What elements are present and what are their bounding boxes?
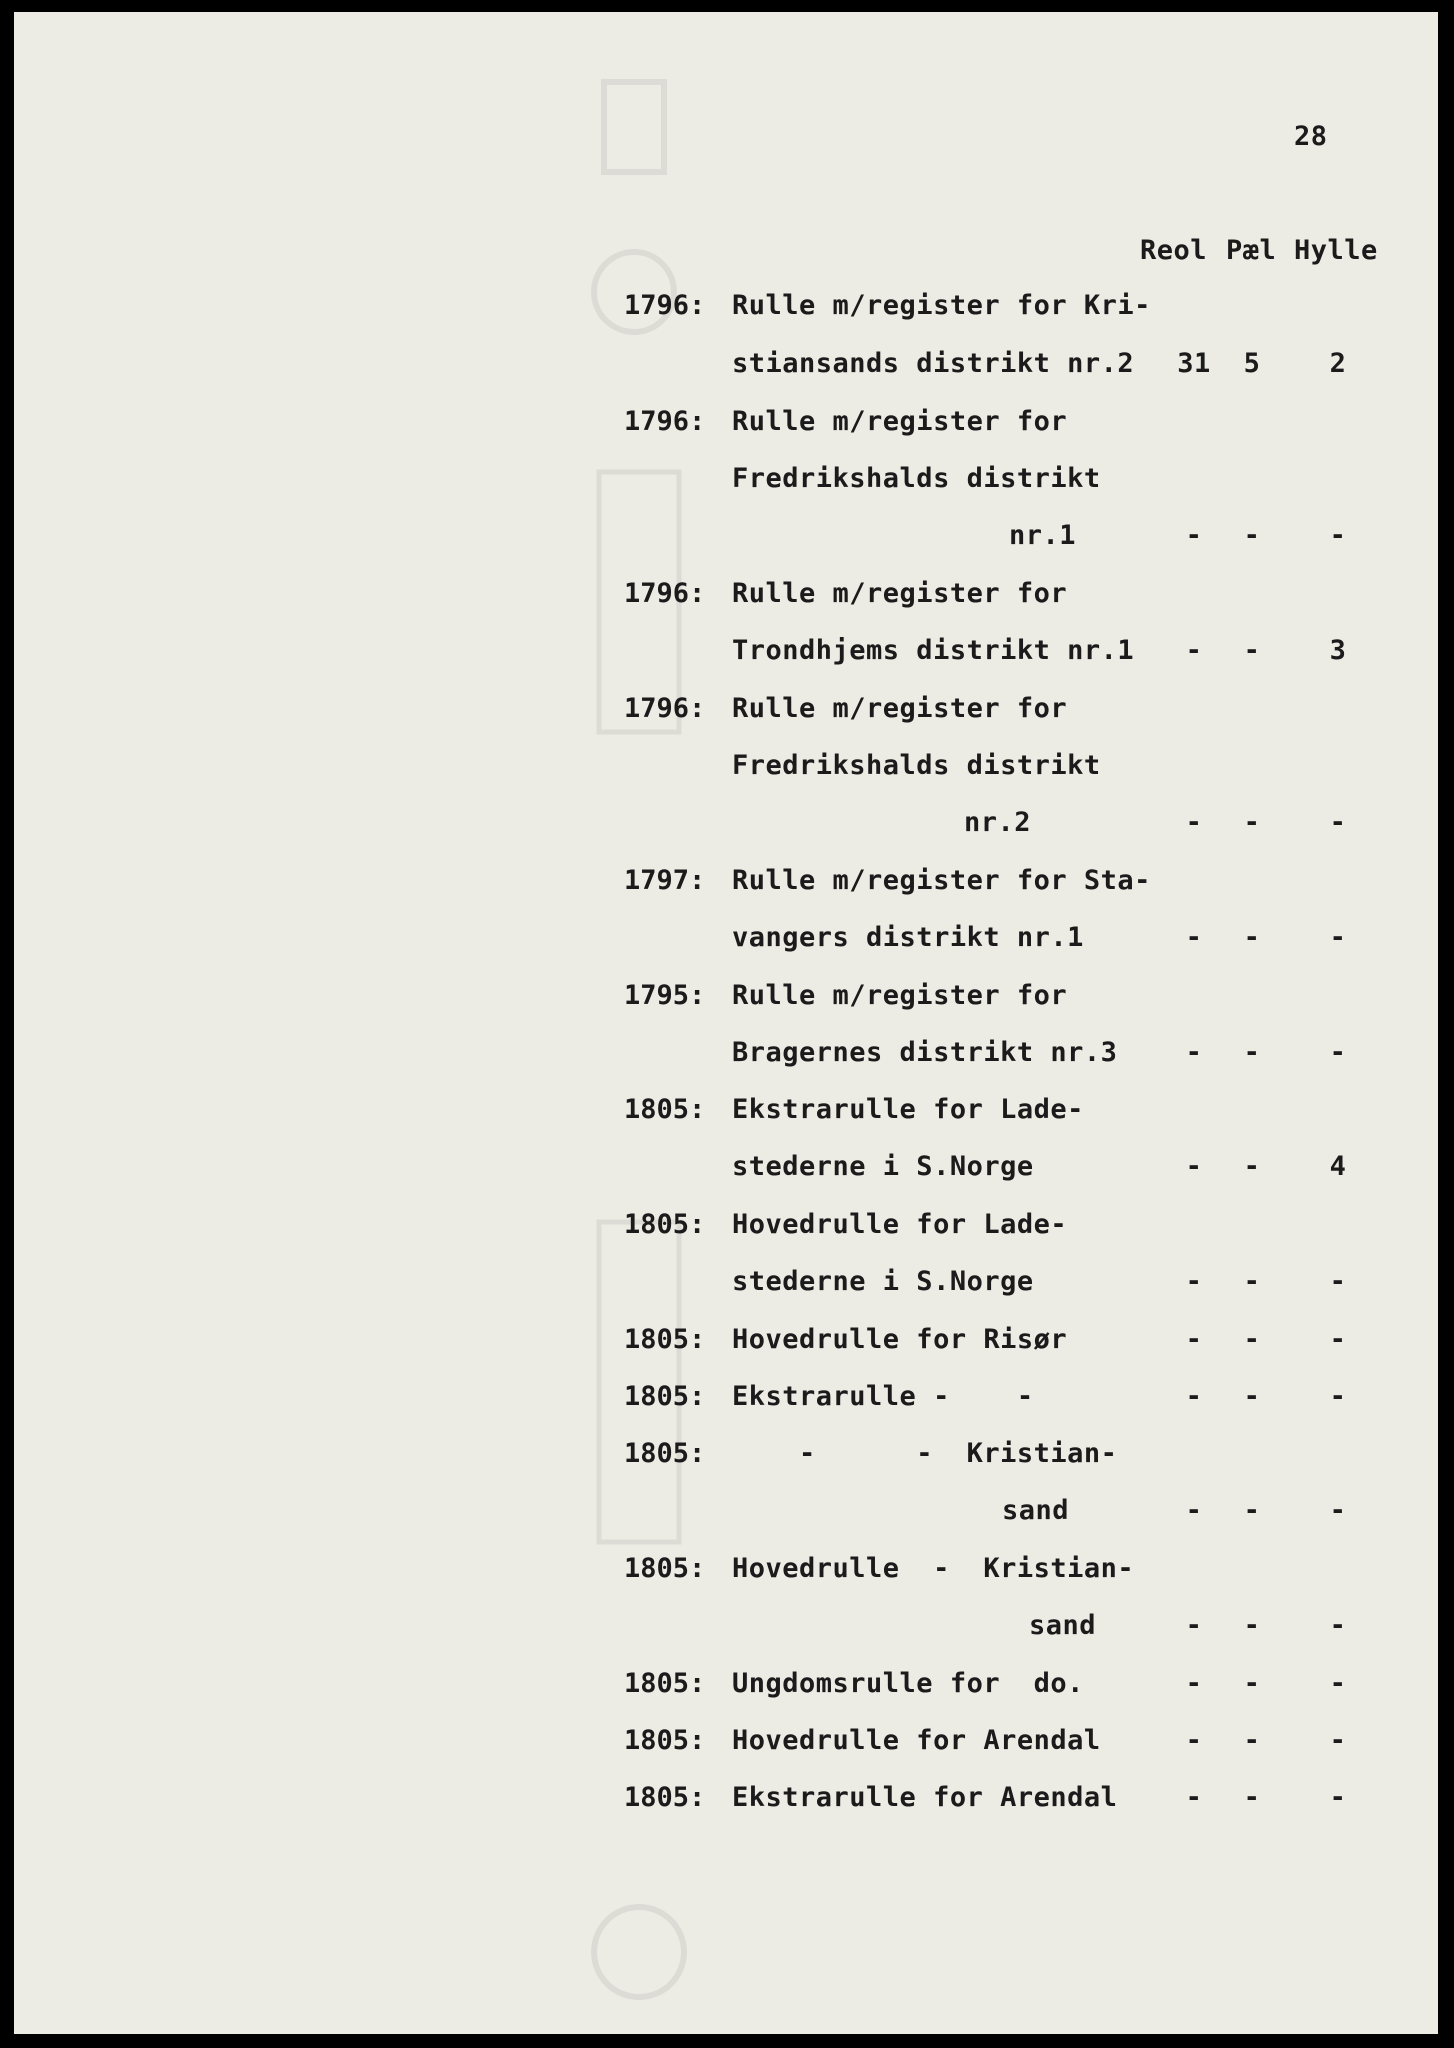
column-header-reol: Reol xyxy=(1140,235,1208,266)
entry-hylle: - xyxy=(1329,1266,1347,1297)
column-header-hylle: Hylle xyxy=(1294,235,1378,266)
entry-text: Ekstrarulle - - xyxy=(732,1381,1034,1412)
entry-hylle: 3 xyxy=(1329,635,1347,666)
entry-reol: - xyxy=(1185,1324,1203,1355)
entry-text: sand xyxy=(1002,1495,1070,1526)
entry-reol: - xyxy=(1185,807,1203,838)
entry-year: 1805: xyxy=(624,1553,706,1584)
entry-reol: - xyxy=(1185,635,1203,666)
entry-pael: - xyxy=(1243,1151,1261,1182)
entry-pael: - xyxy=(1243,922,1261,953)
entry-text: Rulle m/register for xyxy=(732,406,1068,437)
entry-text: vangers distrikt nr.1 xyxy=(732,922,1084,953)
entry-text: nr.1 xyxy=(1009,520,1077,551)
entry-text: Hovedrulle for Lade- xyxy=(732,1209,1068,1240)
entry-text: Hovedrulle - Kristian- xyxy=(732,1553,1135,1584)
entry-year: 1805: xyxy=(624,1725,706,1756)
entry-pael: - xyxy=(1243,1037,1261,1068)
entry-pael: 5 xyxy=(1243,348,1261,379)
entry-hylle: - xyxy=(1329,1037,1347,1068)
entry-year: 1797: xyxy=(624,865,706,896)
entry-text: Rulle m/register for Kri- xyxy=(732,290,1151,321)
entry-reol: - xyxy=(1185,1668,1203,1699)
entry-hylle: - xyxy=(1329,807,1347,838)
entry-pael: - xyxy=(1243,1324,1261,1355)
page-number: 28 xyxy=(1294,121,1328,152)
entry-hylle: - xyxy=(1329,922,1347,953)
entry-pael: - xyxy=(1243,520,1261,551)
entry-year: 1805: xyxy=(624,1668,706,1699)
entry-text: Hovedrulle for Arendal xyxy=(732,1725,1101,1756)
entry-hylle: - xyxy=(1329,520,1347,551)
entry-year: 1796: xyxy=(624,290,706,321)
entry-hylle: - xyxy=(1329,1381,1347,1412)
entry-year: 1796: xyxy=(624,406,706,437)
entry-reol: 31 xyxy=(1177,348,1211,379)
entry-text: stederne i S.Norge xyxy=(732,1266,1034,1297)
entry-text: Rulle m/register for Sta- xyxy=(732,865,1151,896)
entry-reol: - xyxy=(1185,1495,1203,1526)
entry-year: 1795: xyxy=(624,980,706,1011)
entry-hylle: - xyxy=(1329,1324,1347,1355)
entry-text: stederne i S.Norge xyxy=(732,1151,1034,1182)
entry-text: Fredrikshalds distrikt xyxy=(732,750,1101,781)
entry-text: sand xyxy=(1029,1610,1097,1641)
entry-text: nr.2 xyxy=(964,807,1032,838)
entry-year: 1805: xyxy=(624,1324,706,1355)
entry-text: Ungdomsrulle for do. xyxy=(732,1668,1084,1699)
entry-pael: - xyxy=(1243,1495,1261,1526)
entry-year: 1805: xyxy=(624,1381,706,1412)
entry-pael: - xyxy=(1243,1266,1261,1297)
entry-hylle: - xyxy=(1329,1782,1347,1813)
entry-reol: - xyxy=(1185,1266,1203,1297)
entry-pael: - xyxy=(1243,1782,1261,1813)
entry-year: 1796: xyxy=(624,578,706,609)
entry-hylle: - xyxy=(1329,1725,1347,1756)
entry-text: Trondhjems distrikt nr.1 xyxy=(732,635,1135,666)
entry-year: 1805: xyxy=(624,1094,706,1125)
entry-text: Ekstrarulle for Lade- xyxy=(732,1094,1084,1125)
entry-year: 1805: xyxy=(624,1438,706,1469)
entry-text: Bragernes distrikt nr.3 xyxy=(732,1037,1118,1068)
entry-text: Hovedrulle for Risør xyxy=(732,1324,1068,1355)
entry-year: 1796: xyxy=(624,693,706,724)
entry-reol: - xyxy=(1185,1037,1203,1068)
entry-reol: - xyxy=(1185,520,1203,551)
entry-text: Rulle m/register for xyxy=(732,980,1068,1011)
entry-text: - - Kristian- xyxy=(732,1438,1118,1469)
entry-pael: - xyxy=(1243,1668,1261,1699)
entry-hylle: - xyxy=(1329,1668,1347,1699)
entry-year: 1805: xyxy=(624,1209,706,1240)
document-page xyxy=(14,12,1438,2034)
entry-hylle: - xyxy=(1329,1495,1347,1526)
entry-hylle: 2 xyxy=(1329,348,1347,379)
entry-hylle: 4 xyxy=(1329,1151,1347,1182)
entry-reol: - xyxy=(1185,1782,1203,1813)
entry-pael: - xyxy=(1243,1610,1261,1641)
entry-reol: - xyxy=(1185,922,1203,953)
entry-text: Fredrikshalds distrikt xyxy=(732,463,1101,494)
entry-pael: - xyxy=(1243,1725,1261,1756)
entry-text: Rulle m/register for xyxy=(732,693,1068,724)
entry-text: Ekstrarulle for Arendal xyxy=(732,1782,1118,1813)
entry-hylle: - xyxy=(1329,1610,1347,1641)
column-header-pael: Pæl xyxy=(1226,235,1277,266)
entry-reol: - xyxy=(1185,1151,1203,1182)
entry-pael: - xyxy=(1243,1381,1261,1412)
entry-reol: - xyxy=(1185,1610,1203,1641)
entry-text: stiansands distrikt nr.2 xyxy=(732,348,1135,379)
entry-text: Rulle m/register for xyxy=(732,578,1068,609)
entry-reol: - xyxy=(1185,1725,1203,1756)
entry-year: 1805: xyxy=(624,1782,706,1813)
entry-reol: - xyxy=(1185,1381,1203,1412)
entry-pael: - xyxy=(1243,807,1261,838)
entry-pael: - xyxy=(1243,635,1261,666)
